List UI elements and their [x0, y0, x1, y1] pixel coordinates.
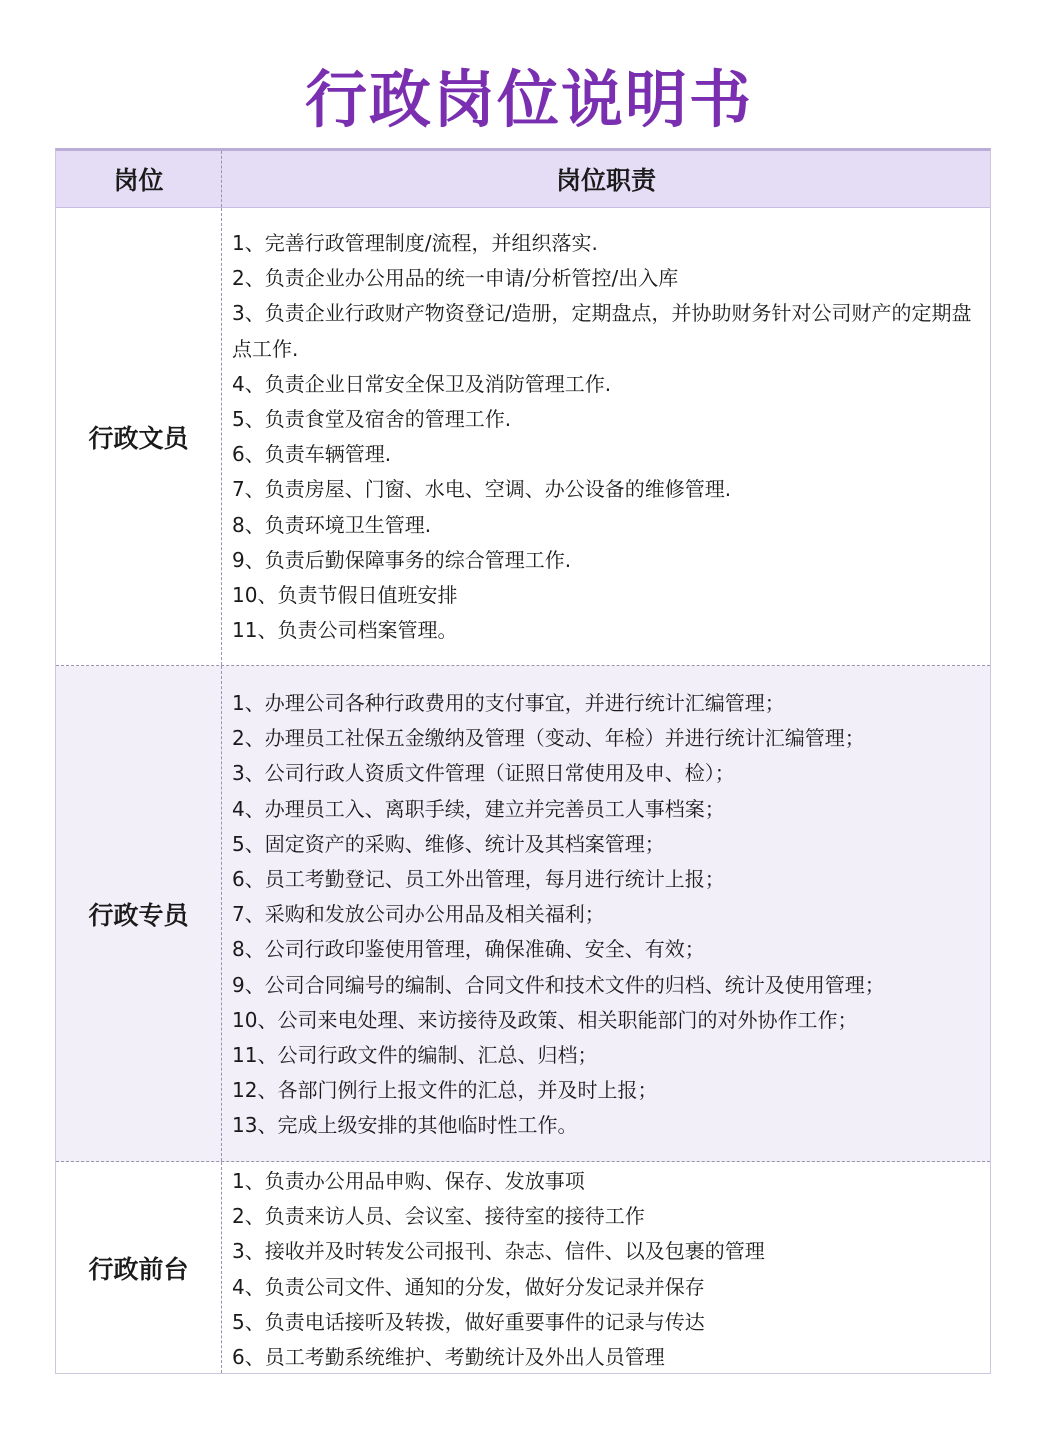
- table-row-xingzheng-qiantai: [56, 1162, 990, 1373]
- page-title: 行政岗位说明书: [304, 63, 753, 136]
- duty-item: 5、负责食堂及宿舍的管理工作.: [232, 407, 512, 432]
- duty-item: 12、各部门例行上报文件的汇总，并及时上报；: [232, 1078, 658, 1103]
- duty-item: 3、接收并及时转发公司报刊、杂志、信件、以及包裹的管理: [232, 1239, 765, 1264]
- duty-item: 1、完善行政管理制度/流程，并组织落实.: [232, 231, 598, 255]
- duty-item: 2、负责来访人员、会议室、接待室的接待工作: [232, 1204, 645, 1229]
- header-position: 岗位: [56, 151, 222, 207]
- duty-list: [222, 1162, 990, 1373]
- duty-list: [222, 208, 990, 665]
- position-cell: 行政前台: [56, 1162, 222, 1373]
- duty-item: 9、公司合同编号的编制、合同文件和技术文件的归档、统计及使用管理；: [232, 972, 885, 997]
- duty-item: 11、公司行政文件的编制、汇总、归档；: [232, 1043, 598, 1068]
- duty-item: 2、负责企业办公用品的统一申请/分析管控/出入库: [232, 266, 679, 291]
- duty-item: 3、负责企业行政财产物资登记/造册，定期盘点，并协助财务针对公司财产的定期盘点工作.: [232, 301, 972, 361]
- duty-item: 7、采购和发放公司办公用品及相关福利；: [232, 902, 605, 927]
- position-cell: 行政专员: [56, 666, 222, 1161]
- duty-item: 8、公司行政印鉴使用管理，确保准确、安全、有效；: [232, 937, 705, 962]
- duty-item: 10、公司来电处理、来访接待及政策、相关职能部门的对外协作工作；: [232, 1007, 858, 1032]
- duty-item: 5、负责电话接听及转拨，做好重要事件的记录与传达: [232, 1309, 705, 1334]
- duty-list: [222, 666, 990, 1161]
- duty-item: 11、负责公司档案管理。: [232, 618, 458, 643]
- position-cell: 行政文员: [56, 208, 222, 665]
- table-row-xingzheng-wenyuan: [56, 208, 990, 666]
- duty-item: 10、负责节假日值班安排: [232, 583, 458, 608]
- table-row-xingzheng-zhuanyuan: [56, 666, 990, 1162]
- duty-item: 6、员工考勤系统维护、考勤统计及外出人员管理: [232, 1345, 665, 1370]
- duty-item: 8、负责环境卫生管理.: [232, 512, 432, 537]
- duty-table: [55, 148, 991, 1374]
- duty-item: 1、办理公司各种行政费用的支付事宜，并进行统计汇编管理；: [232, 691, 785, 715]
- duty-item: 5、固定资产的采购、维修、统计及其档案管理；: [232, 831, 665, 856]
- duty-item: 1、负责办公用品申购、保存、发放事项: [232, 1169, 585, 1193]
- duty-item: 6、员工考勤登记、员工外出管理，每月进行统计上报；: [232, 867, 725, 892]
- duty-item: 4、负责公司文件、通知的分发，做好分发记录并保存: [232, 1274, 705, 1299]
- duty-item: 6、负责车辆管理.: [232, 442, 392, 467]
- duty-item: 3、公司行政人资质文件管理（证照日常使用及申、检）；: [232, 761, 735, 786]
- duty-item: 2、办理员工社保五金缴纳及管理（变动、年检）并进行统计汇编管理；: [232, 726, 865, 751]
- duty-item: 4、办理员工入、离职手续，建立并完善员工人事档案；: [232, 796, 725, 821]
- duty-item: 7、负责房屋、门窗、水电、空调、办公设备的维修管理.: [232, 477, 732, 502]
- duty-item: 9、负责后勤保障事务的综合管理工作.: [232, 547, 572, 572]
- table-header-row: [56, 151, 990, 208]
- duty-item: 4、负责企业日常安全保卫及消防管理工作.: [232, 371, 612, 396]
- duty-item: 13、完成上级安排的其他临时性工作。: [232, 1113, 578, 1138]
- header-duties: 岗位职责: [555, 166, 656, 195]
